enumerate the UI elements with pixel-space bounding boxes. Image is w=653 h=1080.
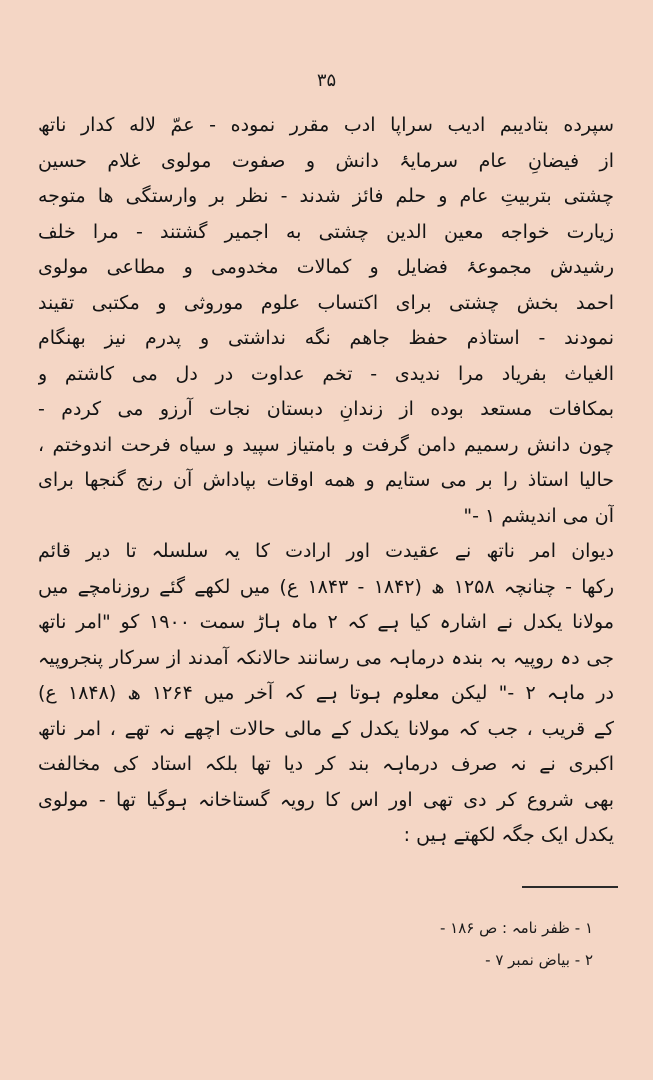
footnote-2: ۲ - بیاض نمبر ۷ - — [485, 951, 593, 969]
text-line: از فیضانِ عام سرمایۂ دانش و صفوت مولوی غلام حسین — [38, 149, 614, 172]
text-line: بمکافات مستعد بوده از زندانِ دبستان نجات آرزو می کردم - — [38, 398, 614, 420]
text-line: حالیا استاذ را بر می ستایم و همه اوقات بپاداش آن رنج گنجها برای — [38, 469, 614, 491]
text-line: الغیاث بفریاد مرا ندیدی - تخم عداوت در دل می کاشتم و — [38, 362, 614, 385]
text-line: در ماہہ ۲ -" لیکن معلوم ہوتا ہے کہ آخر میں ۱۲۶۴ ھ (۱۸۴۸ ع) — [38, 682, 614, 704]
text-line: کے قریب ، جب کہ مولانا یکدل کے مالی حالات اچھے نہ تھے ، امر ناتھ — [38, 717, 614, 740]
text-line: احمد بخش چشتی برای اکتساب علوم موروثی و مکتبی تقیند — [38, 291, 614, 314]
text-line: سپرده بتادیبم ادیب سراپا ادب مقرر نموده - عمّ لاله کدار ناتھ — [38, 114, 614, 136]
body-text — [38, 108, 614, 854]
footnotes — [193, 912, 593, 976]
text-line: دیوان امر ناتھ نے عقیدت اور ارادت کا یہ سلسلہ تا دیر قائم — [38, 540, 614, 562]
text-line: اکبری نے نہ صرف درماہہ بند کر دیا تھا بلکہ استاد کی مخالفت — [38, 753, 614, 775]
page-number: ۳۵ — [316, 70, 337, 91]
text-line: چشتی بتربیتِ عام و حلم فائز شدند - نظر بر وارستگی ها متوجه — [38, 185, 614, 207]
text-line: رکھا - چنانچہ ۱۲۵۸ ھ (۱۸۴۲ - ۱۸۴۳ ع) میں لکھے گئے روزنامچے میں — [38, 575, 614, 598]
text-line: رشیدش مجموعۂ فضایل و کمالات مخدومی و مطاعی مولوی — [38, 256, 614, 278]
text-line: مولانا یکدل نے اشارہ کیا ہے کہ ۲ ماہ ہاڑ سمت ۱۹۰۰ کو "امر ناتھ — [38, 611, 614, 633]
footnote-divider — [522, 886, 618, 888]
text-line: بھی شروع کر دی تھی اور اس کا رویہ گستاخانہ ہوگیا تھا - مولوی — [38, 788, 614, 811]
text-line: چون دانش رسمیم دامن گرفت و بامتیاز سپید و سیاه فرحت اندوختم ، — [38, 433, 614, 456]
text-line: نمودند - استاذم حفظ جاهم نگه نداشتی و پدرم نیز بهنگام — [38, 327, 614, 349]
text-line: جی دہ روپیہ بہ بندہ درماہہ می رسانند حالانکہ آمدند از سرکار پنجروپیہ — [38, 646, 614, 669]
text-line-last: یکدل ایک جگہ لکھتے ہیں : — [403, 824, 614, 846]
text-line-quote-end: آن می اندیشم ۱ -" — [463, 504, 614, 527]
footnote-1: ۱ - ظفر نامہ : ص ۱۸۶ - — [439, 919, 593, 937]
text-line: زیارت خواجه معین الدین چشتی به اجمیر گشتند - مرا خلف — [38, 220, 614, 243]
